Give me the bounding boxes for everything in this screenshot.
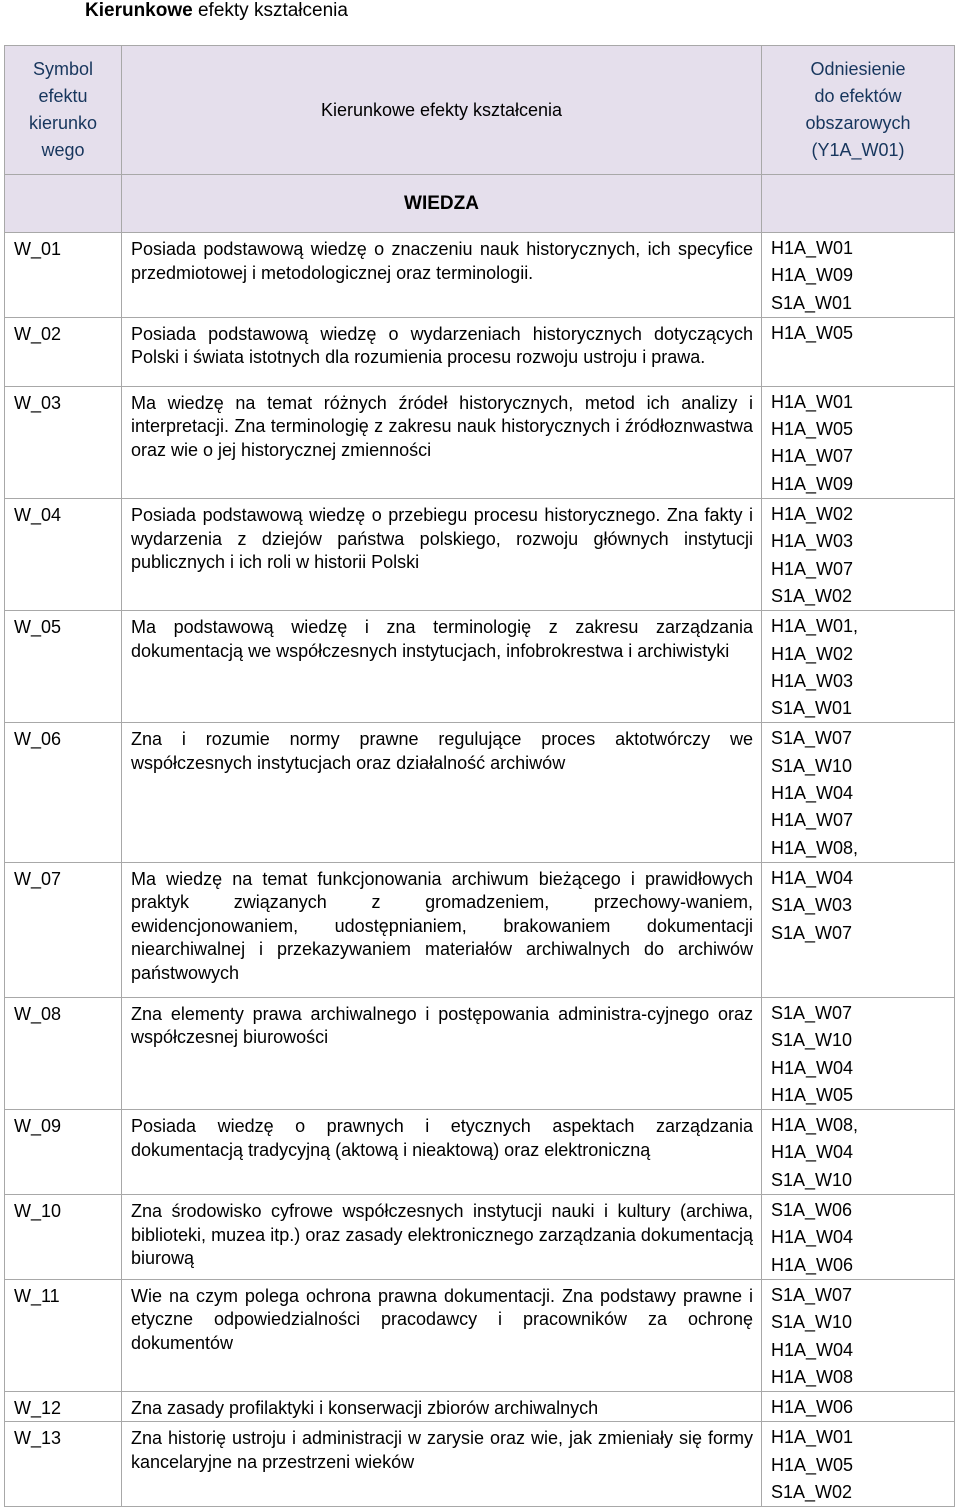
learning-outcomes-table <box>4 45 955 1507</box>
outcome-description: Wie na czym polega ochrona prawna dokumentacji. Zna podstawy prawne i etyczne odpowiedzialności pracodawcy i pracowników za ochronę dokumentów <box>122 1279 762 1391</box>
reference-code: H1A_W05 <box>771 419 854 440</box>
outcome-description: Zna zasady profilaktyki i konserwacji zbiorów archiwalnych <box>122 1392 762 1422</box>
outcome-references <box>762 233 955 318</box>
reference-code: H1A_W04 <box>771 867 854 888</box>
reference-code: H1A_W07 <box>771 558 854 579</box>
outcome-description: Ma podstawową wiedzę i zna terminologię z zakresu zarządzania dokumentacją we współczesnych instytucjach, infobrokrestwa i archiwistyki <box>122 611 762 723</box>
outcome-description: Zna elementy prawa archiwalnego i postępowania administra-cyjnego oraz współczesnej biurowości <box>122 997 762 1109</box>
reference-code: H1A_W01 <box>771 238 854 258</box>
table-row <box>5 1422 955 1507</box>
header-symbol: Symbol efektu kierunko wego <box>5 46 122 175</box>
outcome-references <box>762 1422 955 1507</box>
reference-code: H1A_W04 <box>771 1142 854 1163</box>
table-row <box>5 386 955 498</box>
reference-code: S1A_W03 <box>771 895 853 916</box>
reference-code: S1A_W10 <box>771 1312 853 1333</box>
reference-code: H1A_W05 <box>771 322 854 343</box>
reference-code: H1A_W02 <box>771 643 854 664</box>
outcome-description: Posiada podstawową wiedzę o wydarzeniach historycznych dotyczących Polski i świata istotnych dla rozumienia procesu rozwoju ustroju i prawa. <box>122 317 762 386</box>
outcome-references <box>762 1392 955 1422</box>
outcome-symbol: W_08 <box>5 997 122 1109</box>
outcome-description: Zna i rozumie normy prawne regulujące proces aktotwórczy we współczesnych instytucjach oraz działalność archiwów <box>122 723 762 862</box>
outcome-symbol: W_11 <box>5 1279 122 1391</box>
table-row <box>5 1195 955 1280</box>
outcome-references <box>762 862 955 997</box>
outcome-references <box>762 1110 955 1195</box>
reference-code: S1A_W10 <box>771 1030 853 1051</box>
outcome-description: Posiada wiedzę o prawnych i etycznych aspektach zarządzania dokumentacją tradycyjną (aktową i nieaktową) oraz elektroniczną <box>122 1110 762 1195</box>
reference-code: H1A_W06 <box>771 1397 854 1418</box>
reference-code: S1A_W01 <box>771 698 853 719</box>
reference-code: S1A_W07 <box>771 1002 853 1023</box>
table-row <box>5 611 955 723</box>
outcome-symbol: W_06 <box>5 723 122 862</box>
reference-code: H1A_W08, <box>771 837 859 858</box>
outcome-references <box>762 1195 955 1280</box>
reference-code: H1A_W08, <box>771 1115 859 1136</box>
reference-code: H1A_W05 <box>771 1454 854 1475</box>
reference-code: S1A_W02 <box>771 585 853 606</box>
outcome-description: Ma wiedzę na temat różnych źródeł historycznych, metod ich analizy i interpretacji. Zna terminologię z zakresu nauk historycznych i źródłoznwastwa oraz wie o jej historycznej zmienności <box>122 386 762 498</box>
outcome-symbol: W_04 <box>5 499 122 611</box>
outcome-references <box>762 386 955 498</box>
reference-code: S1A_W07 <box>771 728 853 749</box>
outcome-references <box>762 1279 955 1391</box>
reference-code: S1A_W01 <box>771 292 853 313</box>
header-outcomes: Kierunkowe efekty kształcenia <box>122 46 762 175</box>
outcome-description: Zna historię ustroju i administracji w zarysie oraz wie, jak zmieniały się formy kancelaryjne na przestrzeni wieków <box>122 1422 762 1507</box>
reference-code: H1A_W04 <box>771 1057 854 1078</box>
section-row <box>5 175 955 233</box>
table-row <box>5 317 955 386</box>
reference-code: H1A_W03 <box>771 670 854 691</box>
header-references: Odniesienie do efektów obszarowych (Y1A_W01) <box>762 46 955 175</box>
outcome-references <box>762 317 955 386</box>
table-header-row <box>5 46 955 175</box>
reference-code: S1A_W06 <box>771 1200 853 1221</box>
reference-code: H1A_W04 <box>771 1227 854 1248</box>
reference-code: H1A_W01 <box>771 391 854 412</box>
outcome-symbol: W_03 <box>5 386 122 498</box>
outcome-symbol: W_10 <box>5 1195 122 1280</box>
outcome-description: Zna środowisko cyfrowe współczesnych instytucji nauki i kultury (archiwa, biblioteki, muzea itp.) oraz zasady elektronicznego zarządzania dokumentacją biurową <box>122 1195 762 1280</box>
table-row <box>5 1279 955 1391</box>
table-row <box>5 233 955 318</box>
reference-code: H1A_W06 <box>771 1254 854 1275</box>
reference-code: S1A_W10 <box>771 1169 853 1190</box>
reference-code: H1A_W03 <box>771 531 854 552</box>
table-row <box>5 1392 955 1422</box>
outcome-description: Posiada podstawową wiedzę o znaczeniu nauk historycznych, ich specyfice przedmiotowej i metodologicznej oraz terminologii. <box>122 233 762 318</box>
outcome-references <box>762 611 955 723</box>
section-title: WIEDZA <box>122 175 762 233</box>
reference-code: S1A_W07 <box>771 922 853 943</box>
reference-code: H1A_W09 <box>771 265 854 286</box>
outcome-references <box>762 723 955 862</box>
reference-code: H1A_W05 <box>771 1084 854 1105</box>
reference-code: H1A_W01, <box>771 616 859 637</box>
outcome-symbol: W_01 <box>5 233 122 318</box>
reference-code: H1A_W08 <box>771 1366 854 1387</box>
reference-code: H1A_W07 <box>771 446 854 467</box>
table-row <box>5 1110 955 1195</box>
reference-code: S1A_W02 <box>771 1481 853 1502</box>
reference-code: H1A_W09 <box>771 473 854 494</box>
outcome-symbol: W_02 <box>5 317 122 386</box>
reference-code: S1A_W10 <box>771 755 853 776</box>
outcome-symbol: W_13 <box>5 1422 122 1507</box>
reference-code: H1A_W07 <box>771 810 854 831</box>
reference-code: S1A_W07 <box>771 1284 853 1305</box>
reference-code: H1A_W04 <box>771 1339 854 1360</box>
outcome-symbol: W_09 <box>5 1110 122 1195</box>
table-row <box>5 997 955 1109</box>
table-row <box>5 499 955 611</box>
reference-code: H1A_W01 <box>771 1427 854 1448</box>
table-row <box>5 723 955 862</box>
outcome-symbol: W_12 <box>5 1392 122 1422</box>
outcome-references <box>762 499 955 611</box>
outcome-description: Ma wiedzę na temat funkcjonowania archiwum bieżącego i prawidłowych praktyk związanych z gromadzeniem, przechowy-waniem, ewidencjonowaniem, udostępnianiem, brakowaniem dokumentacji niearchiwalnej i przekazywaniem materiałów archiwalnych do archiwów państwowych <box>122 862 762 997</box>
reference-code: H1A_W02 <box>771 504 854 525</box>
outcome-references <box>762 997 955 1109</box>
outcome-symbol: W_07 <box>5 862 122 997</box>
outcome-description: Posiada podstawową wiedzę o przebiegu procesu historycznego. Zna fakty i wydarzenia z dziejów państwa polskiego, rozwoju głównych instytucji publicznych i ich roli w historii Polski <box>122 499 762 611</box>
reference-code: H1A_W04 <box>771 783 854 804</box>
page-title: Kierunkowe efekty kształcenia <box>85 0 348 21</box>
outcome-symbol: W_05 <box>5 611 122 723</box>
table-row <box>5 862 955 997</box>
